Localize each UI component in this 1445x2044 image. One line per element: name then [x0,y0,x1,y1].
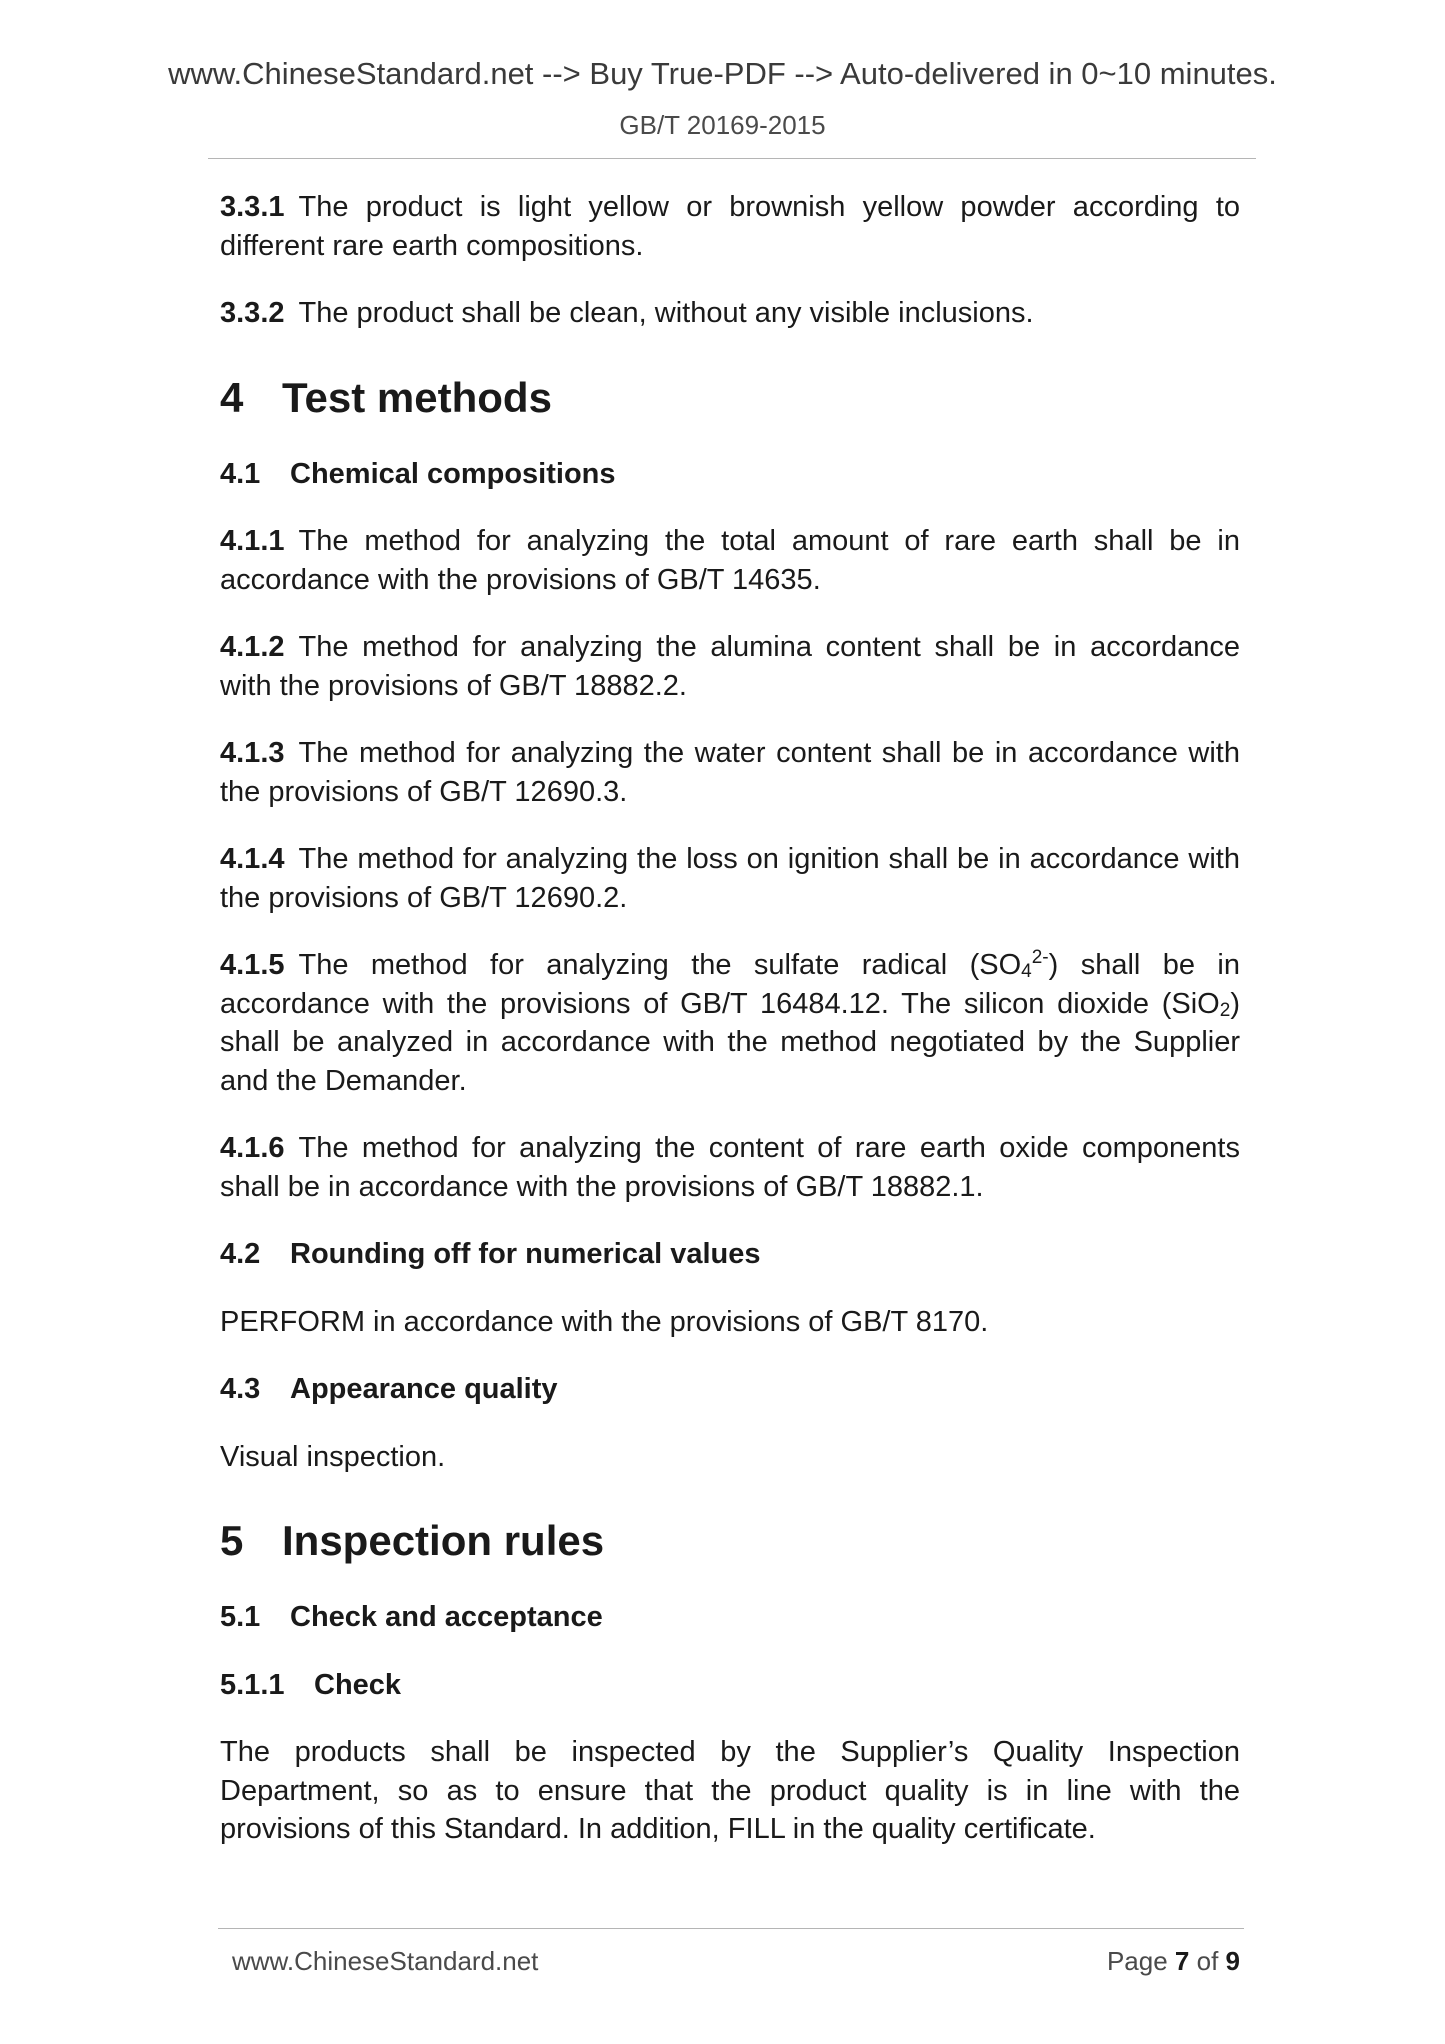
clause-text: The method for analyzing the alumina content shall be in accordance with the provisions of GB/T 18882.2. [220,631,1240,702]
subscript: 4 [1021,961,1032,982]
clause-4-1-3 [220,734,1240,811]
clause-text: The method for analyzing the loss on ignition shall be in accordance with the provisions of GB/T 12690.2. [220,843,1240,914]
standard-code: GB/T 20169-2015 [619,110,826,140]
footer-divider [218,1928,1244,1929]
paragraph-4-2: PERFORM in accordance with the provisions of GB/T 8170. [220,1305,989,1338]
header-banner: www.ChineseStandard.net --> Buy True-PDF --> Auto-delivered in 0~10 minutes. [168,56,1277,91]
subsection-number: 5.1.1 [220,1668,285,1701]
clause-text: The method for analyzing the water content shall be in accordance with the provisions of GB/T 12690.3. [220,737,1240,808]
subsection-heading-5-1 [220,1598,1240,1637]
section-number: 5 [220,1517,244,1564]
subsection-heading-5-1-1 [220,1666,1240,1705]
subsection-title: Appearance quality [290,1373,558,1405]
section-title: Test methods [282,373,552,421]
clause-3-3-2 [220,294,1240,333]
clause-3-3-1 [220,188,1240,265]
subsection-heading-4-2 [220,1235,1240,1274]
section-title: Inspection rules [282,1517,605,1564]
header-divider [208,158,1256,159]
clause-4-1-2 [220,628,1240,705]
clause-text: The method for analyzing the content of rare earth oxide components shall be in accordance with the provisions of GB/T 18882.1. [220,1132,1240,1203]
page-word: Page [1106,1946,1168,1976]
page-indicator [1107,1948,1240,1974]
of-word: of [1196,1946,1219,1976]
subsection-title: Check [314,1668,402,1701]
clause-4-1-5 [220,946,1240,1100]
document-body [220,188,1240,1878]
superscript: 2- [1031,947,1049,968]
clause-number: 3.3.2 [220,297,285,329]
current-page: 7 [1174,1946,1190,1976]
clause-number: 4.1.3 [220,737,285,769]
clause-4-1-6 [220,1129,1240,1206]
clause-4-1-4 [220,840,1240,917]
subscript: 2 [1219,999,1231,1021]
clause-number: 4.1.1 [220,525,285,557]
clause-number: 4.1.5 [220,949,285,981]
paragraph-4-3: Visual inspection. [220,1440,446,1473]
clause-text: The method for analyzing the total amount of rare earth shall be in accordance with the provisions of GB/T 14635. [220,525,1240,596]
clause-number: 4.1.4 [220,843,285,875]
subsection-title: Check and acceptance [290,1601,603,1633]
clause-text-part: ) shall be analyzed in accordance with the method negotiated by the Supplier and the Demander. [220,987,1240,1097]
clause-text-part: ) shall be in accordance with the provisions of GB/T 16484.12. The silicon dioxide (SiO [220,949,1240,1020]
subsection-heading-4-1 [220,455,1240,494]
clause-number: 4.1.6 [220,1132,285,1164]
section-heading-5 [220,1516,1240,1566]
paragraph-5-1-1: The products shall be inspected by the Supplier’s Quality Inspection Department, so as to ensure that the product quality is in line with the provisions of this Standard. In addition, FILL in the quality certificate. [220,1736,1240,1845]
subsection-title: Chemical compositions [290,457,616,490]
subsection-number: 5.1 [220,1601,261,1633]
clause-text: The product shall be clean, without any visible inclusions. [298,297,1034,329]
footer-site: www.ChineseStandard.net [232,1946,539,1976]
subsection-heading-4-3 [220,1370,1240,1409]
subsection-number: 4.2 [220,1238,261,1270]
section-number: 4 [220,373,244,421]
subsection-title: Rounding off for numerical values [290,1238,761,1270]
total-pages: 9 [1225,1946,1240,1976]
clause-4-1-1 [220,522,1240,599]
clause-number: 3.3.1 [220,191,285,223]
section-heading-4 [220,373,1240,423]
clause-text: The product is light yellow or brownish yellow powder according to different rare earth compositions. [220,191,1240,262]
clause-text-part: The method for analyzing the sulfate radical (SO [298,949,1022,981]
clause-number: 4.1.2 [220,631,285,663]
subsection-number: 4.1 [220,457,261,490]
subsection-number: 4.3 [220,1373,261,1405]
